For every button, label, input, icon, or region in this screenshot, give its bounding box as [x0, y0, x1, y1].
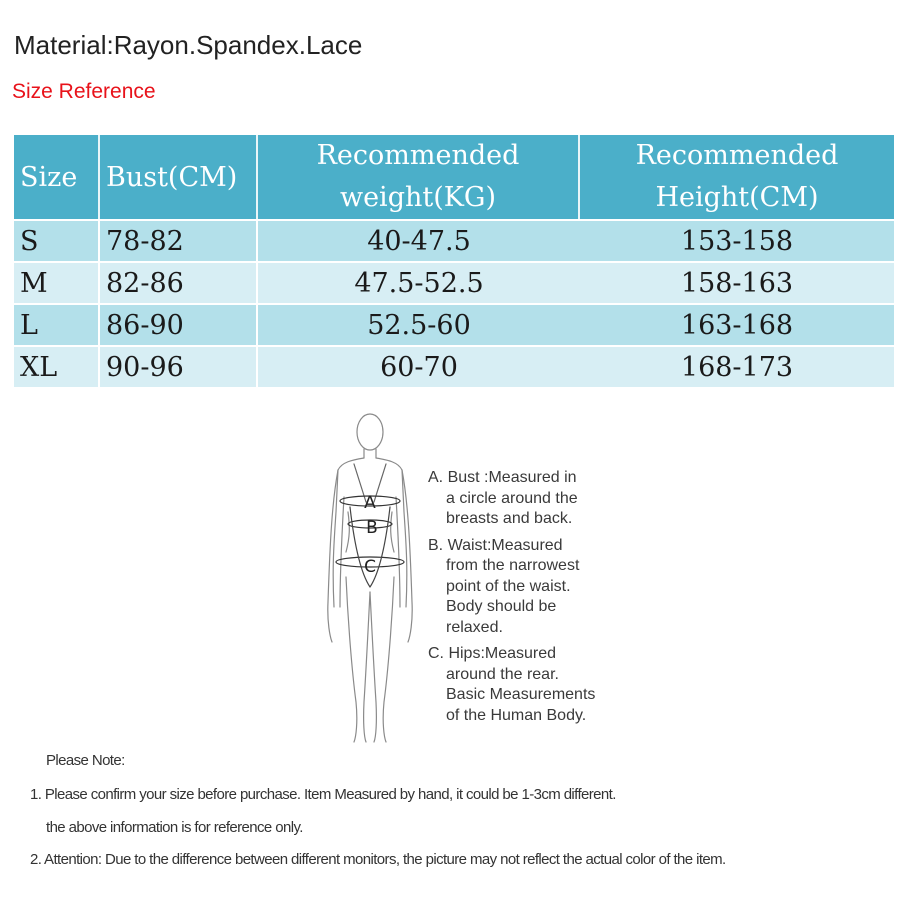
note-line-1: 1. Please confirm your size before purchase. Item Measured by hand, it could be 1-3cm different. — [30, 786, 616, 803]
cell-size: S — [14, 221, 100, 261]
header-weight — [258, 135, 580, 219]
table-header-row — [14, 135, 894, 219]
legend-bust-title: A. Bust :Measured in — [428, 469, 577, 486]
header-weight-line1: Recommended — [316, 140, 520, 171]
note-line-1b: the above information is for reference only. — [46, 819, 303, 836]
legend-hips-line: around the rear. — [446, 665, 559, 683]
header-weight-line2: weight(KG) — [339, 182, 497, 213]
cell-bust: 86-90 — [100, 305, 258, 345]
cell-size: M — [14, 263, 100, 303]
legend-bust-line: a circle around the — [446, 489, 578, 507]
cell-weight: 47.5-52.5 — [258, 263, 580, 303]
figure-head — [357, 414, 383, 450]
header-size: Size — [14, 135, 100, 219]
legend-waist-line: point of the waist. — [446, 577, 571, 595]
size-reference-label: Size Reference — [12, 80, 156, 103]
cell-bust: 90-96 — [100, 347, 258, 387]
legend-waist-line: relaxed. — [446, 618, 503, 636]
legend-hips-line: of the Human Body. — [446, 706, 587, 724]
header-height-line2: Height(CM) — [655, 182, 819, 213]
material-text: Material:Rayon.Spandex.Lace — [14, 30, 363, 60]
legend-waist-line: from the narrowest — [446, 557, 580, 574]
legend-item-hips — [428, 644, 618, 726]
header-height-line1: Recommended — [635, 140, 839, 171]
cell-height: 163-168 — [580, 305, 894, 345]
cell-weight: 52.5-60 — [258, 305, 580, 345]
cell-size: L — [14, 305, 100, 345]
cell-bust: 78-82 — [100, 221, 258, 261]
legend-waist-line: Body should be — [446, 598, 557, 615]
cell-bust: 82-86 — [100, 263, 258, 303]
cell-weight: 60-70 — [258, 347, 580, 387]
table-row — [14, 347, 894, 387]
marker-c: C — [364, 557, 376, 577]
table-row — [14, 221, 894, 261]
legend-hips-title: C. Hips:Measured — [428, 645, 557, 662]
cell-height: 158-163 — [580, 263, 894, 303]
table-row — [14, 305, 894, 345]
cell-size: XL — [14, 347, 100, 387]
cell-height: 153-158 — [580, 221, 894, 261]
size-table — [14, 133, 894, 389]
cell-weight: 40-47.5 — [258, 221, 580, 261]
table-row — [14, 263, 894, 303]
marker-b: B — [366, 518, 378, 538]
header-height — [580, 135, 894, 219]
legend-item-waist — [428, 536, 618, 639]
note-line-2: 2. Attention: Due to the difference between different monitors, the picture may not reflect the actual color of the item. — [30, 851, 726, 868]
body-measurement-figure — [320, 402, 420, 752]
legend-waist-title: B. Waist:Measured — [428, 536, 563, 554]
legend-item-bust — [428, 468, 618, 530]
marker-a: A — [364, 493, 376, 513]
notes-title: Please Note: — [46, 752, 125, 769]
cell-height: 168-173 — [580, 347, 894, 387]
measurement-legend — [428, 468, 618, 732]
legend-bust-line: breasts and back. — [446, 510, 573, 527]
legend-hips-line: Basic Measurements — [446, 686, 596, 703]
header-bust: Bust(CM) — [100, 135, 258, 219]
